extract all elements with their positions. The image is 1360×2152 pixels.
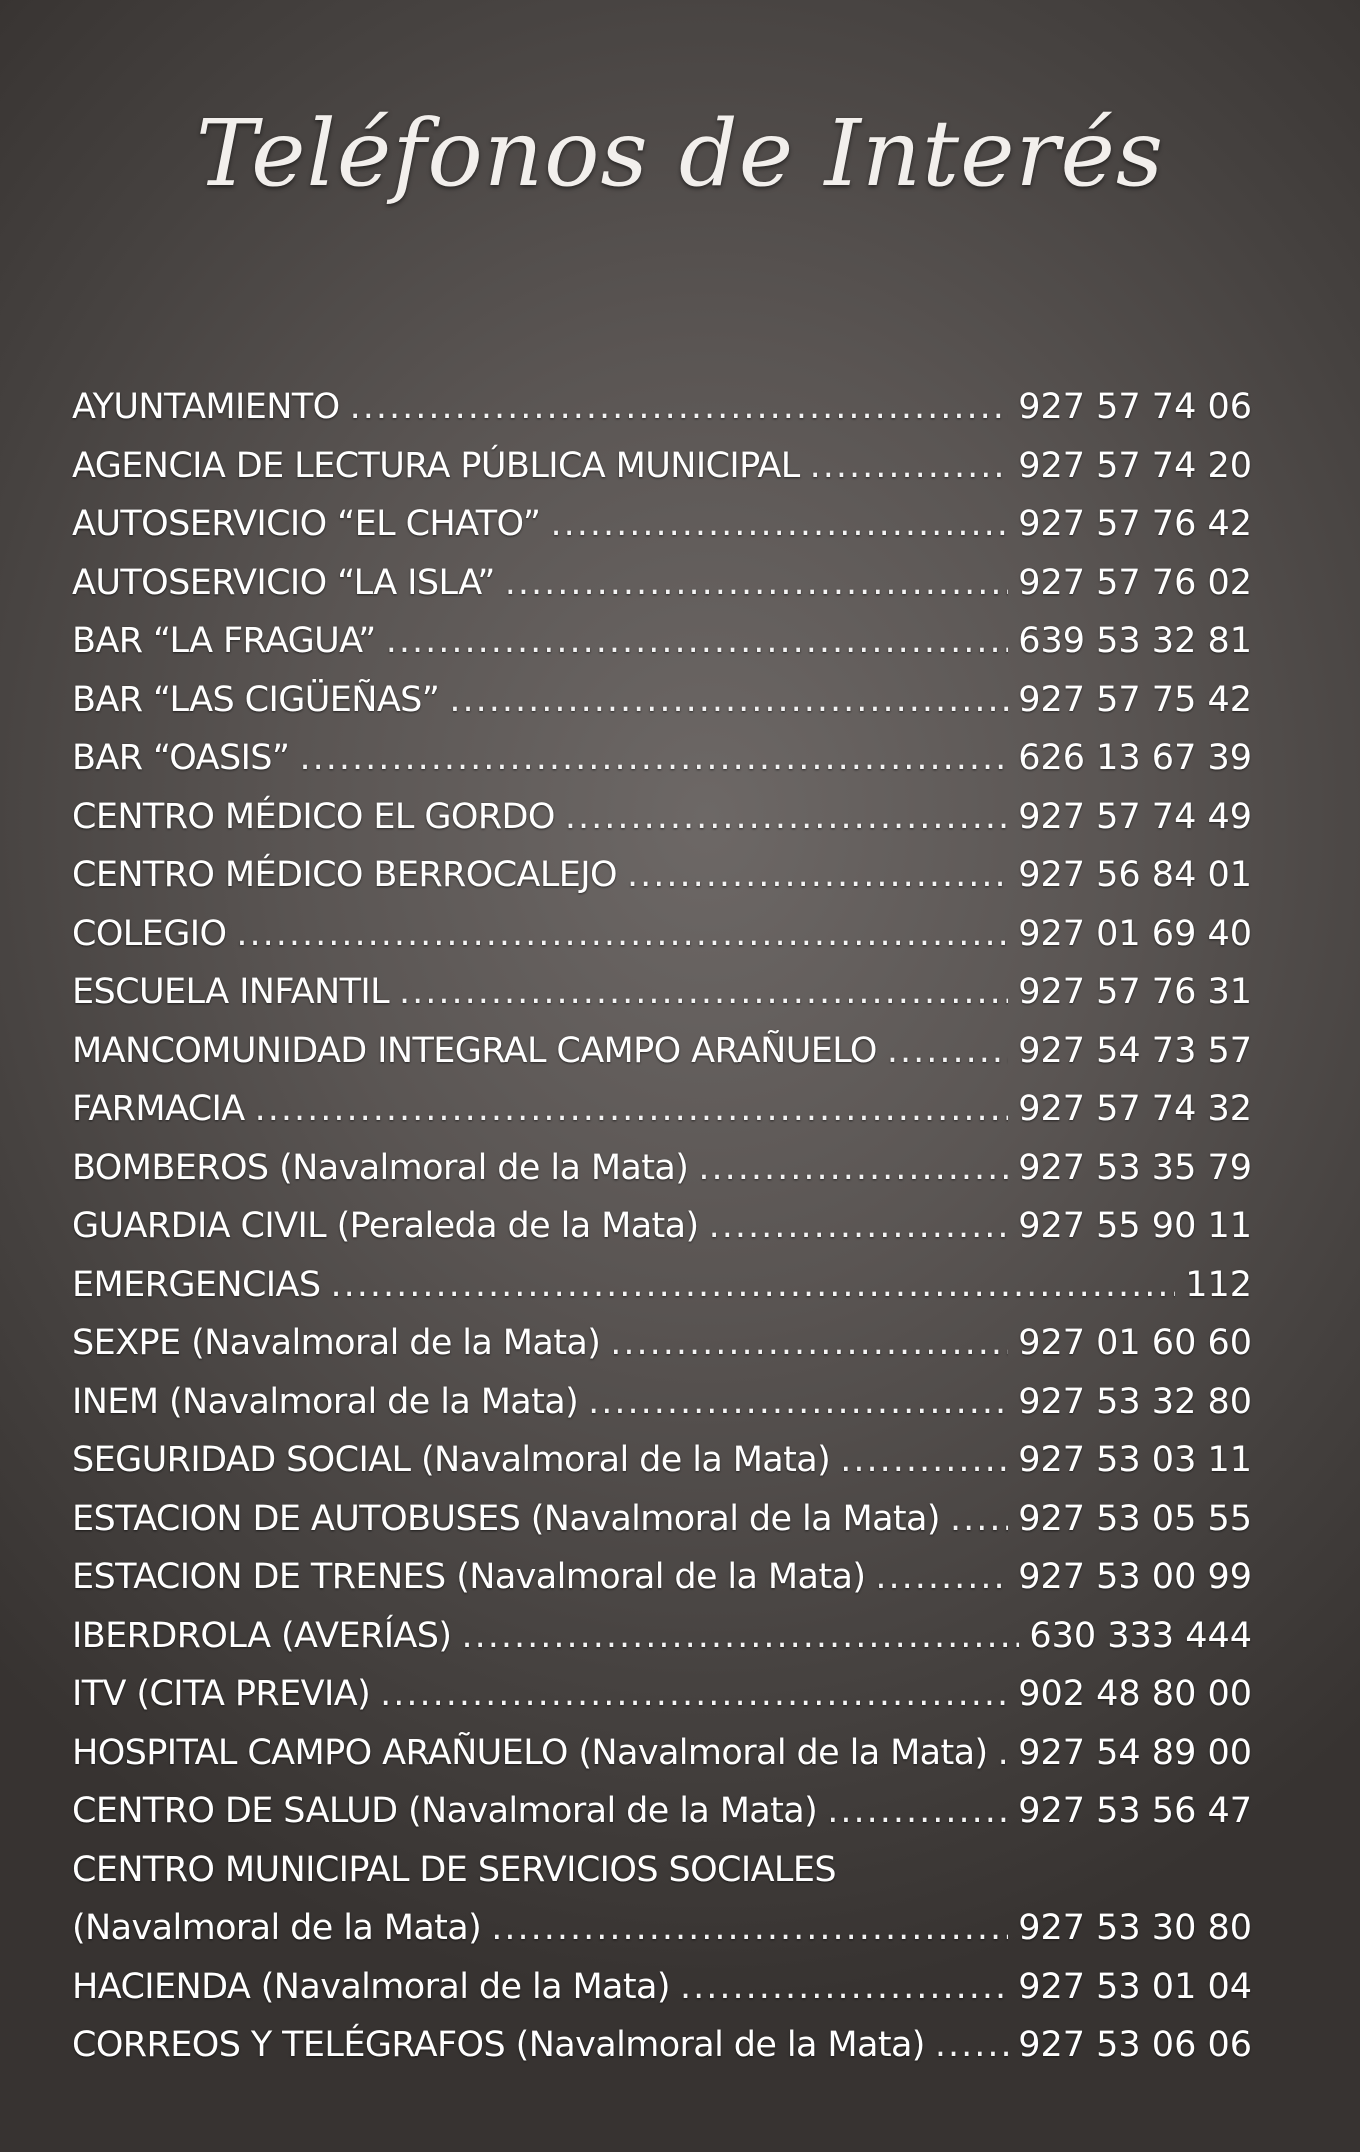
entry-name: CENTRO DE SALUD [72,1791,398,1831]
entry-location: (Navalmoral de la Mata) [72,1908,482,1948]
entry-name: AUTOSERVICIO “EL CHATO” [72,504,541,544]
list-item [72,846,1252,905]
entry-location: (Navalmoral de la Mata) [191,1323,601,1363]
entry-label [72,1607,451,1666]
dot-leader [698,1139,1008,1198]
entry-label [72,1022,877,1081]
list-item [72,1665,1252,1724]
entry-name: ESCUELA INFANTIL [72,972,390,1012]
dot-leader [709,1197,1009,1256]
dot-leader [330,1256,1175,1315]
entry-phone: 927 53 06 06 [1018,2025,1252,2065]
entry-name: BAR “LAS CIGÜEÑAS” [72,679,440,720]
entry-phone: 927 53 30 80 [1018,1908,1252,1948]
entry-location: (Navalmoral de la Mata) [515,2025,925,2065]
entry-phone: 927 57 75 42 [1018,679,1252,720]
entry-phone: 927 53 00 99 [1018,1557,1252,1597]
dot-leader [610,1314,1008,1373]
dot-leader [491,1899,1008,1958]
entry-phone: 927 53 56 47 [1018,1791,1252,1831]
dot-leader [255,1080,1009,1139]
entry-name: FARMACIA [72,1089,245,1129]
list-item [72,788,1252,847]
list-item [72,1256,1252,1315]
dot-leader [350,378,1009,437]
entry-name: CENTRO MÉDICO EL GORDO [72,796,555,837]
dot-leader [950,1490,1008,1549]
entry-label [72,963,389,1022]
list-item [72,378,1252,437]
entry-label [72,1899,481,1958]
list-item [72,1022,1252,1081]
entry-location: (Navalmoral de la Mata) [578,1732,988,1773]
entry-label [72,671,439,730]
entry-location: (Navalmoral de la Mata) [420,1440,831,1480]
entry-phone: 630 333 444 [1029,1615,1252,1656]
entry-location: (Navalmoral de la Mata) [168,1381,579,1422]
dot-leader [887,1022,1008,1081]
entry-label [72,1841,836,1900]
phone-list [72,378,1252,2075]
dot-leader [810,437,1009,496]
entry-phone: 927 56 84 01 [1018,855,1252,895]
dot-leader [380,1665,1008,1724]
entry-phone: 927 53 35 79 [1018,1147,1252,1188]
entry-location: (Peraleda de la Mata) [336,1206,699,1246]
entry-name: MANCOMUNIDAD INTEGRAL CAMPO ARAÑUELO [72,1030,877,1071]
entry-name: ESTACION DE TRENES [72,1557,446,1597]
dot-leader [680,1958,1008,2017]
entry-phone: 927 57 74 20 [1018,445,1252,486]
entry-name: AGENCIA DE LECTURA PÚBLICA MUNICIPAL [72,445,800,486]
entry-name: AYUNTAMIENTO [72,387,340,427]
entry-label [72,1665,370,1724]
list-item [72,1841,1252,1900]
entry-name: CORREOS Y TELÉGRAFOS [72,2025,506,2065]
dot-leader [565,788,1008,847]
list-item [72,612,1252,671]
entry-name: COLEGIO [72,913,227,954]
entry-location: (Navalmoral de la Mata) [456,1557,866,1597]
list-item [72,1373,1252,1432]
entry-label [72,1080,245,1139]
entry-name: BOMBEROS [72,1147,269,1188]
entry-phone: 639 53 32 81 [1018,621,1252,661]
list-item [72,1490,1252,1549]
entry-name: ESTACION DE AUTOBUSES [72,1498,521,1539]
entry-name: HACIENDA [72,1966,251,2007]
entry-phone: 112 [1185,1264,1252,1305]
entry-label [72,1958,670,2017]
entry-name: BAR “LA FRAGUA” [72,621,376,661]
list-item [72,1899,1252,1958]
dot-leader [875,1548,1008,1607]
entry-label [72,2016,925,2075]
list-item [72,1548,1252,1607]
entry-phone: 927 53 01 04 [1018,1966,1252,2007]
dot-leader [827,1782,1008,1841]
entry-label [72,1373,578,1432]
list-item [72,1431,1252,1490]
entry-label [72,846,617,905]
entry-label [72,1548,865,1607]
list-item [72,1139,1252,1198]
entry-phone: 927 57 74 32 [1018,1089,1252,1129]
list-item [72,1314,1252,1373]
entry-phone: 927 55 90 11 [1018,1206,1252,1246]
list-item [72,1958,1252,2017]
entry-location: (Navalmoral de la Mata) [279,1147,689,1188]
dot-leader [386,612,1009,671]
list-item [72,1607,1252,1666]
entry-name: ITV (CITA PREVIA) [72,1674,371,1714]
dot-leader [449,671,1008,730]
dot-leader [550,495,1008,554]
entry-name: GUARDIA CIVIL [72,1206,327,1246]
entry-label [72,1431,830,1490]
entry-label [72,1782,817,1841]
entry-phone: 927 57 76 42 [1018,504,1252,544]
entry-name: BAR “OASIS” [72,738,290,778]
entry-label [72,495,540,554]
dot-leader [935,2016,1008,2075]
list-item [72,1782,1252,1841]
list-item [72,729,1252,788]
entry-label [72,554,495,613]
entry-phone: 927 01 60 60 [1018,1323,1252,1363]
dot-leader [299,729,1008,788]
dot-leader [588,1373,1008,1432]
dot-leader [399,963,1008,1022]
entry-location: (Navalmoral de la Mata) [530,1498,940,1539]
list-item [72,671,1252,730]
entry-phone: 927 54 73 57 [1018,1030,1252,1071]
list-item [72,495,1252,554]
page-title: Teléfonos de Interés [195,100,1165,207]
entry-name: CENTRO MUNICIPAL DE SERVICIOS SOCIALES [72,1849,836,1890]
entry-phone: 927 57 74 06 [1018,387,1252,427]
entry-label [72,378,340,437]
entry-phone: 927 57 76 02 [1018,562,1252,603]
list-item [72,905,1252,964]
entry-phone: 927 53 32 80 [1018,1381,1252,1422]
entry-name: AUTOSERVICIO “LA ISLA” [72,562,495,603]
entry-phone: 927 53 05 55 [1018,1498,1252,1539]
dot-leader [998,1724,1009,1783]
entry-location: (Navalmoral de la Mata) [407,1791,818,1831]
entry-phone: 626 13 67 39 [1018,738,1252,778]
entry-label [72,729,289,788]
list-item [72,1724,1252,1783]
dot-leader [505,554,1008,613]
entry-name: INEM [72,1381,159,1422]
entry-phone: 927 57 74 49 [1018,796,1252,837]
entry-name: CENTRO MÉDICO BERROCALEJO [72,855,617,895]
entry-label [72,905,226,964]
entry-label [72,1724,988,1783]
entry-label [72,1197,699,1256]
entry-phone: 927 54 89 00 [1018,1732,1252,1773]
entry-name: IBERDROLA (AVERÍAS) [72,1615,452,1656]
entry-name: EMERGENCIAS [72,1264,321,1305]
entry-label [72,1256,320,1315]
entry-label [72,612,376,671]
list-item [72,1080,1252,1139]
list-item [72,963,1252,1022]
entry-phone: 902 48 80 00 [1018,1674,1252,1714]
entry-phone: 927 53 03 11 [1018,1440,1252,1480]
entry-location: (Navalmoral de la Mata) [260,1966,670,2007]
entry-phone: 927 01 69 40 [1018,913,1252,954]
entry-name: SEXPE [72,1323,181,1363]
list-item [72,554,1252,613]
entry-name: SEGURIDAD SOCIAL [72,1440,411,1480]
entry-label [72,437,800,496]
entry-label [72,1314,600,1373]
dot-leader [840,1431,1008,1490]
entry-phone: 927 57 76 31 [1018,972,1252,1012]
list-item [72,2016,1252,2075]
dot-leader [627,846,1008,905]
list-item [72,1197,1252,1256]
entry-label [72,1139,688,1198]
entry-label [72,788,555,847]
dot-leader [461,1607,1019,1666]
dot-leader [236,905,1008,964]
list-item [72,437,1252,496]
entry-name: HOSPITAL CAMPO ARAÑUELO [72,1732,568,1773]
entry-label [72,1490,940,1549]
